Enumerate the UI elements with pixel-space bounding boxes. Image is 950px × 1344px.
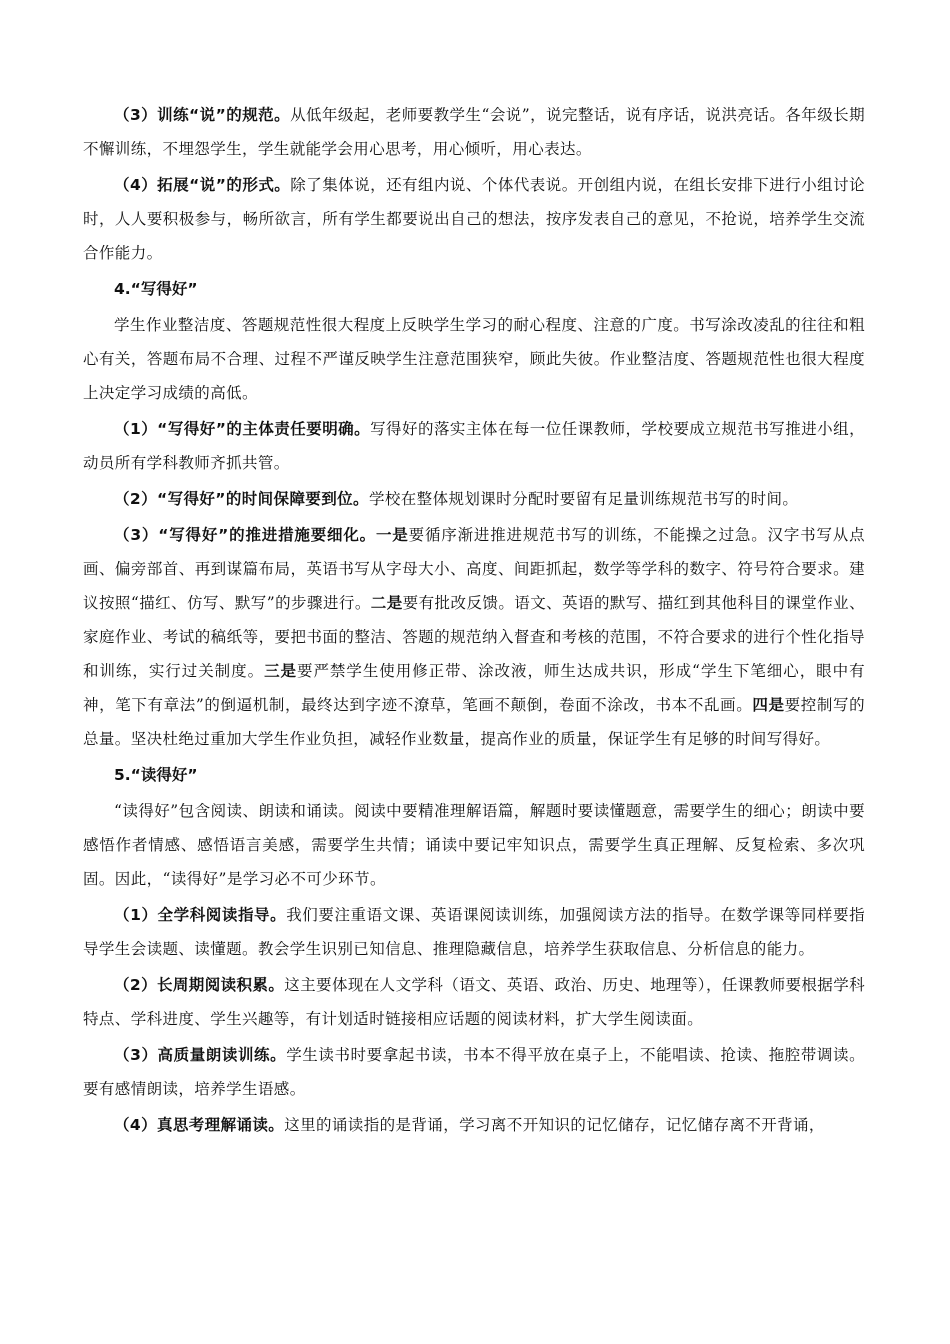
paragraph-lead: （1）全学科阅读指导。 [114,906,287,924]
paragraph-read-accumulation [83,968,865,1036]
paragraph-text: 要控制写的总量。坚决杜绝过重加大学生作业负担，减轻作业数量，提高作业的质量，保证学生有足够的时间写得好。 [83,696,865,748]
paragraph-lead: （3）“写得好”的推进措施要细化。一是 [114,526,409,544]
paragraph-lead: （3）训练“说”的规范。 [114,106,291,124]
paragraph-text: 从低年级起，老师要教学生“会说”，说完整话，说有序话，说洪亮话。各年级长期不懈训练，不埋怨学生，学生就能学会用心思考，用心倾听，用心表达。 [83,106,865,158]
paragraph-read-guidance [83,898,865,966]
paragraph-read-recite [83,1108,865,1142]
paragraph-text: 要循序渐进推进规范书写的训练，不能操之过急。汉字书写从点画、偏旁部首、再到谋篇布局，英语书写从字母大小、高度、间距抓起，数学等学科的数字、符号符合要求。建议按照“描红、仿写、默写”的步骤进行。 [83,526,865,612]
paragraph-text: 这里的诵读指的是背诵，学习离不开知识的记忆储存，记忆储存离不开背诵， [284,1116,825,1134]
paragraph-speak-standard [83,98,865,166]
paragraph-lead: （2）长周期阅读积累。 [114,976,285,994]
paragraph-text: 我们要注重语文课、英语课阅读训练，加强阅读方法的指导。在数学课等同样要指导学生会读题、读懂题。教会学生识别已知信息、推理隐藏信息，培养学生获取信息、分析信息的能力。 [83,906,866,958]
paragraph-read-intro [83,794,865,896]
paragraph-write-responsibility [83,412,865,480]
paragraph-lead: 二是 [370,594,403,612]
section-heading-read: 5.“读得好” [114,766,198,784]
paragraph-lead: 四是 [752,696,785,714]
paragraph-lead: （4）拓展“说”的形式。 [114,176,291,194]
paragraph-text: “读得好”包含阅读、朗读和诵读。阅读中要精准理解语篇，解题时要读懂题意，需要学生的细心；朗读中要感悟作者情感、感悟语言美感，需要学生共情；诵读中要记牢知识点，需要学生真正理解、反复检索、多次巩固。因此，“读得好”是学习必不可少环节。 [83,802,865,888]
paragraph-speak-forms [83,168,865,270]
paragraph-text: 要有批改反馈。语文、英语的默写、描红到其他科目的课堂作业、家庭作业、考试的稿纸等，要把书面的整洁、答题的规范纳入督查和考核的范围，不符合要求的进行个性化指导和训练，实行过关制度。 [83,594,865,680]
paragraph-text: 学校在整体规划课时分配时要留有足量训练规范书写的时间。 [368,490,799,508]
paragraph-lead: （3）高质量朗读训练。 [114,1046,287,1064]
paragraph-read-aloud [83,1038,865,1106]
paragraph-text: 学生读书时要拿起书读，书本不得平放在桌子上，不能唱读、抢读、拖腔带调读。要有感情朗读，培养学生语感。 [83,1046,866,1098]
paragraph-write-time [83,482,865,516]
paragraph-text: 写得好的落实主体在每一位任课教师，学校要成立规范书写推进小组，动员所有学科教师齐抓共管。 [83,420,865,472]
paragraph-lead: （4）真思考理解诵读。 [114,1116,285,1134]
paragraph-text: 这主要体现在人文学科（语文、英语、政治、历史、地理等），任课教师要根据学科特点、学科进度、学生兴趣等，有计划适时链接相应话题的阅读材料，扩大学生阅读面。 [83,976,865,1028]
section-heading-write: 4.“写得好” [114,280,198,298]
paragraph-text: 除了集体说，还有组内说、个体代表说。开创组内说，在组长安排下进行小组讨论时，人人要积极参与，畅所欲言，所有学生都要说出自己的想法，按序发表自己的意见，不抢说，培养学生交流合作能力。 [83,176,865,262]
document-body [83,98,865,1144]
paragraph-lead: （2）“写得好”的时间保障要到位。 [114,490,369,508]
paragraph-write-intro [83,308,865,410]
paragraph-write-measures [83,518,865,756]
paragraph-text: 学生作业整洁度、答题规范性很大程度上反映学生学习的耐心程度、注意的广度。书写涂改凌乱的往往和粗心有关，答题布局不合理、过程不严谨反映学生注意范围狭窄，顾此失彼。作业整洁度、答题规范性也很大程度上决定学习成绩的高低。 [83,316,865,402]
paragraph-lead: （1）“写得好”的主体责任要明确。 [114,420,371,438]
paragraph-text: 要严禁学生使用修正带、涂改液，师生达成共识，形成“学生下笔细心，眼中有神，笔下有章法”的倒逼机制，最终达到字迹不潦草，笔画不颠倒，卷面不涂改，书本不乱画。 [83,662,865,714]
paragraph-lead: 三是 [264,662,297,680]
